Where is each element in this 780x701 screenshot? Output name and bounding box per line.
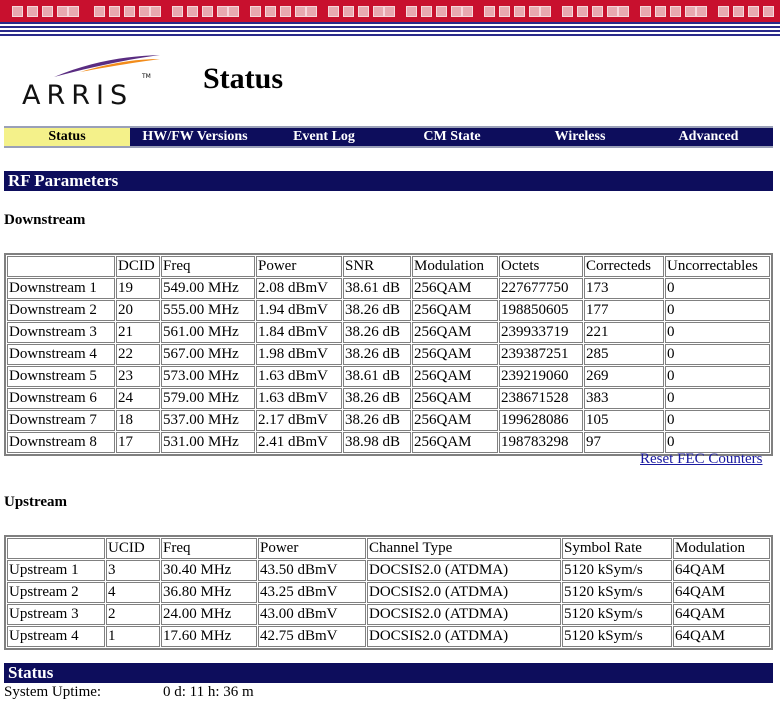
table-cell: 1.63 dBmV xyxy=(256,388,342,409)
table-cell: 38.61 dB xyxy=(343,278,411,299)
table-cell: 0 xyxy=(665,344,770,365)
table-cell: 1.84 dBmV xyxy=(256,322,342,343)
banner-square xyxy=(328,6,339,17)
table-cell: 1.63 dBmV xyxy=(256,366,342,387)
banner-square xyxy=(577,6,588,17)
banner-square xyxy=(540,6,551,17)
table-cell: Downstream 4 xyxy=(7,344,115,365)
upstream-column-header: Modulation xyxy=(673,538,770,559)
table-cell: 17.60 MHz xyxy=(161,626,257,647)
banner-square xyxy=(343,6,354,17)
banner-square xyxy=(124,6,135,17)
banner-square xyxy=(436,6,447,17)
table-cell: 198783298 xyxy=(499,432,583,453)
table-cell: 17 xyxy=(116,432,160,453)
banner-square xyxy=(139,6,150,17)
table-row xyxy=(7,560,770,581)
logo-text: ARRIS xyxy=(22,80,134,111)
nav-tab-status[interactable]: Status xyxy=(4,128,130,146)
downstream-column-header xyxy=(7,256,115,277)
banner-square xyxy=(421,6,432,17)
table-cell: Upstream 1 xyxy=(7,560,105,581)
upstream-column-header: Symbol Rate xyxy=(562,538,672,559)
banner-square xyxy=(406,6,417,17)
table-cell: 1.94 dBmV xyxy=(256,300,342,321)
table-cell: 38.26 dB xyxy=(343,322,411,343)
table-cell: 38.26 dB xyxy=(343,410,411,431)
table-cell: 0 xyxy=(665,300,770,321)
table-cell: Downstream 2 xyxy=(7,300,115,321)
table-cell: 256QAM xyxy=(412,344,498,365)
banner-square xyxy=(670,6,681,17)
banner-square xyxy=(618,6,629,17)
table-cell: 2.08 dBmV xyxy=(256,278,342,299)
main-nav xyxy=(4,126,773,148)
table-cell: 239933719 xyxy=(499,322,583,343)
downstream-column-header: Correcteds xyxy=(584,256,664,277)
table-cell: 5120 kSym/s xyxy=(562,582,672,603)
table-cell: 256QAM xyxy=(412,410,498,431)
table-cell: 269 xyxy=(584,366,664,387)
table-cell: 5120 kSym/s xyxy=(562,626,672,647)
banner-square xyxy=(462,6,473,17)
table-cell: 573.00 MHz xyxy=(161,366,255,387)
banner-square xyxy=(109,6,120,17)
table-cell: 38.98 dB xyxy=(343,432,411,453)
table-cell: 177 xyxy=(584,300,664,321)
banner-square xyxy=(592,6,603,17)
downstream-column-header: Power xyxy=(256,256,342,277)
top-banner xyxy=(0,0,780,36)
table-cell: 256QAM xyxy=(412,388,498,409)
banner-blue-lines xyxy=(0,22,780,36)
banner-square xyxy=(733,6,744,17)
upstream-header-row xyxy=(7,538,770,559)
banner-square xyxy=(607,6,618,17)
nav-tab-advanced[interactable]: Advanced xyxy=(678,129,739,144)
banner-square xyxy=(187,6,198,17)
banner-square xyxy=(451,6,462,17)
table-cell: 21 xyxy=(116,322,160,343)
table-cell: 43.00 dBmV xyxy=(258,604,366,625)
table-cell: 256QAM xyxy=(412,432,498,453)
downstream-column-header: Freq xyxy=(161,256,255,277)
table-cell: 0 xyxy=(665,432,770,453)
status-header: Status xyxy=(4,663,773,683)
table-cell: 256QAM xyxy=(412,322,498,343)
banner-square xyxy=(202,6,213,17)
table-cell: 43.25 dBmV xyxy=(258,582,366,603)
table-cell: 2.41 dBmV xyxy=(256,432,342,453)
banner-square xyxy=(150,6,161,17)
nav-tab-hw-fw-versions[interactable]: HW/FW Versions xyxy=(142,129,248,144)
banner-square xyxy=(94,6,105,17)
table-cell: 64QAM xyxy=(673,626,770,647)
banner-square xyxy=(57,6,68,17)
banner-square xyxy=(358,6,369,17)
table-cell: Downstream 6 xyxy=(7,388,115,409)
banner-square xyxy=(12,6,23,17)
table-cell: 43.50 dBmV xyxy=(258,560,366,581)
table-cell: 64QAM xyxy=(673,582,770,603)
downstream-column-header: DCID xyxy=(116,256,160,277)
table-cell: 221 xyxy=(584,322,664,343)
banner-square xyxy=(373,6,384,17)
table-cell: 383 xyxy=(584,388,664,409)
banner-square xyxy=(217,6,228,17)
table-cell: 24 xyxy=(116,388,160,409)
table-cell: 531.00 MHz xyxy=(161,432,255,453)
nav-tab-cm-state[interactable]: CM State xyxy=(423,129,481,144)
banner-square xyxy=(250,6,261,17)
upstream-column-header: Freq xyxy=(161,538,257,559)
table-cell: 1.98 dBmV xyxy=(256,344,342,365)
banner-square xyxy=(640,6,651,17)
table-cell: 173 xyxy=(584,278,664,299)
banner-square xyxy=(655,6,666,17)
banner-square xyxy=(696,6,707,17)
page-title: Status xyxy=(203,62,284,95)
banner-red-strip xyxy=(0,0,780,22)
upstream-column-header: UCID xyxy=(106,538,160,559)
downstream-header-row xyxy=(7,256,770,277)
table-cell: 24.00 MHz xyxy=(161,604,257,625)
table-cell: 227677750 xyxy=(499,278,583,299)
table-cell: DOCSIS2.0 (ATDMA) xyxy=(367,560,561,581)
table-cell: Upstream 3 xyxy=(7,604,105,625)
banner-square xyxy=(384,6,395,17)
table-cell: 238671528 xyxy=(499,388,583,409)
table-cell: 38.26 dB xyxy=(343,344,411,365)
system-uptime-value: 0 d: 11 h: 36 m xyxy=(163,684,254,700)
table-cell: DOCSIS2.0 (ATDMA) xyxy=(367,626,561,647)
table-cell: 549.00 MHz xyxy=(161,278,255,299)
table-cell: DOCSIS2.0 (ATDMA) xyxy=(367,582,561,603)
table-cell: Downstream 5 xyxy=(7,366,115,387)
table-cell: 198850605 xyxy=(499,300,583,321)
nav-tab-event-log[interactable]: Event Log xyxy=(293,129,355,144)
downstream-table xyxy=(4,253,773,456)
table-row xyxy=(7,366,770,387)
system-uptime-label: System Uptime: xyxy=(4,684,102,700)
table-row xyxy=(7,432,770,453)
table-cell: 2 xyxy=(106,604,160,625)
table-row xyxy=(7,626,770,647)
table-cell: 0 xyxy=(665,278,770,299)
table-cell: 20 xyxy=(116,300,160,321)
table-cell: 22 xyxy=(116,344,160,365)
table-cell: Downstream 7 xyxy=(7,410,115,431)
banner-square xyxy=(42,6,53,17)
table-cell: 5120 kSym/s xyxy=(562,560,672,581)
table-cell: 1 xyxy=(106,626,160,647)
table-cell: 0 xyxy=(665,366,770,387)
table-cell: 19 xyxy=(116,278,160,299)
downstream-column-header: Octets xyxy=(499,256,583,277)
rf-parameters-header: RF Parameters xyxy=(4,171,773,191)
table-cell: Upstream 2 xyxy=(7,582,105,603)
table-cell: 18 xyxy=(116,410,160,431)
downstream-column-header: Uncorrectables xyxy=(665,256,770,277)
banner-square xyxy=(172,6,183,17)
table-row xyxy=(7,604,770,625)
table-cell: 0 xyxy=(665,322,770,343)
table-cell: 256QAM xyxy=(412,278,498,299)
table-row xyxy=(7,410,770,431)
table-cell: 256QAM xyxy=(412,366,498,387)
table-cell: 285 xyxy=(584,344,664,365)
banner-square xyxy=(562,6,573,17)
banner-square xyxy=(514,6,525,17)
table-cell: 64QAM xyxy=(673,604,770,625)
downstream-column-header: Modulation xyxy=(412,256,498,277)
table-cell: 561.00 MHz xyxy=(161,322,255,343)
table-cell: DOCSIS2.0 (ATDMA) xyxy=(367,604,561,625)
table-row xyxy=(7,388,770,409)
arris-logo xyxy=(20,50,170,110)
banner-square xyxy=(529,6,540,17)
table-cell: 5120 kSym/s xyxy=(562,604,672,625)
table-cell: Upstream 4 xyxy=(7,626,105,647)
banner-square xyxy=(295,6,306,17)
table-cell: 0 xyxy=(665,388,770,409)
table-cell: 38.26 dB xyxy=(343,300,411,321)
table-cell: 36.80 MHz xyxy=(161,582,257,603)
nav-tab-wireless[interactable]: Wireless xyxy=(554,129,606,144)
banner-square xyxy=(27,6,38,17)
upstream-column-header xyxy=(7,538,105,559)
banner-square xyxy=(484,6,495,17)
table-row xyxy=(7,300,770,321)
table-cell: 4 xyxy=(106,582,160,603)
downstream-column-header: SNR xyxy=(343,256,411,277)
banner-square xyxy=(68,6,79,17)
table-cell: 579.00 MHz xyxy=(161,388,255,409)
table-cell: 239387251 xyxy=(499,344,583,365)
table-cell: 42.75 dBmV xyxy=(258,626,366,647)
table-cell: 256QAM xyxy=(412,300,498,321)
table-row xyxy=(7,278,770,299)
table-cell: 30.40 MHz xyxy=(161,560,257,581)
table-cell: 3 xyxy=(106,560,160,581)
banner-square xyxy=(763,6,774,17)
banner-square xyxy=(306,6,317,17)
table-cell: 23 xyxy=(116,366,160,387)
banner-square xyxy=(748,6,759,17)
table-cell: 239219060 xyxy=(499,366,583,387)
banner-square xyxy=(265,6,276,17)
table-cell: Downstream 8 xyxy=(7,432,115,453)
table-cell: 555.00 MHz xyxy=(161,300,255,321)
table-row xyxy=(7,582,770,603)
upstream-title: Upstream xyxy=(4,494,68,510)
downstream-title: Downstream xyxy=(4,212,86,228)
banner-square xyxy=(499,6,510,17)
upstream-column-header: Power xyxy=(258,538,366,559)
table-cell: 2.17 dBmV xyxy=(256,410,342,431)
table-cell: 38.61 dB xyxy=(343,366,411,387)
table-row xyxy=(7,344,770,365)
table-cell: 97 xyxy=(584,432,664,453)
banner-square xyxy=(228,6,239,17)
upstream-column-header: Channel Type xyxy=(367,538,561,559)
table-cell: Downstream 1 xyxy=(7,278,115,299)
banner-square xyxy=(718,6,729,17)
table-cell: 567.00 MHz xyxy=(161,344,255,365)
table-cell: 537.00 MHz xyxy=(161,410,255,431)
table-cell: 0 xyxy=(665,410,770,431)
table-cell: 38.26 dB xyxy=(343,388,411,409)
table-cell: 105 xyxy=(584,410,664,431)
banner-square xyxy=(280,6,291,17)
table-cell: Downstream 3 xyxy=(7,322,115,343)
reset-fec-counters-link[interactable]: Reset FEC Counters xyxy=(640,451,763,467)
banner-square xyxy=(685,6,696,17)
table-cell: 64QAM xyxy=(673,560,770,581)
table-row xyxy=(7,322,770,343)
logo-trademark: TM xyxy=(142,73,151,80)
upstream-table xyxy=(4,535,773,650)
table-cell: 199628086 xyxy=(499,410,583,431)
